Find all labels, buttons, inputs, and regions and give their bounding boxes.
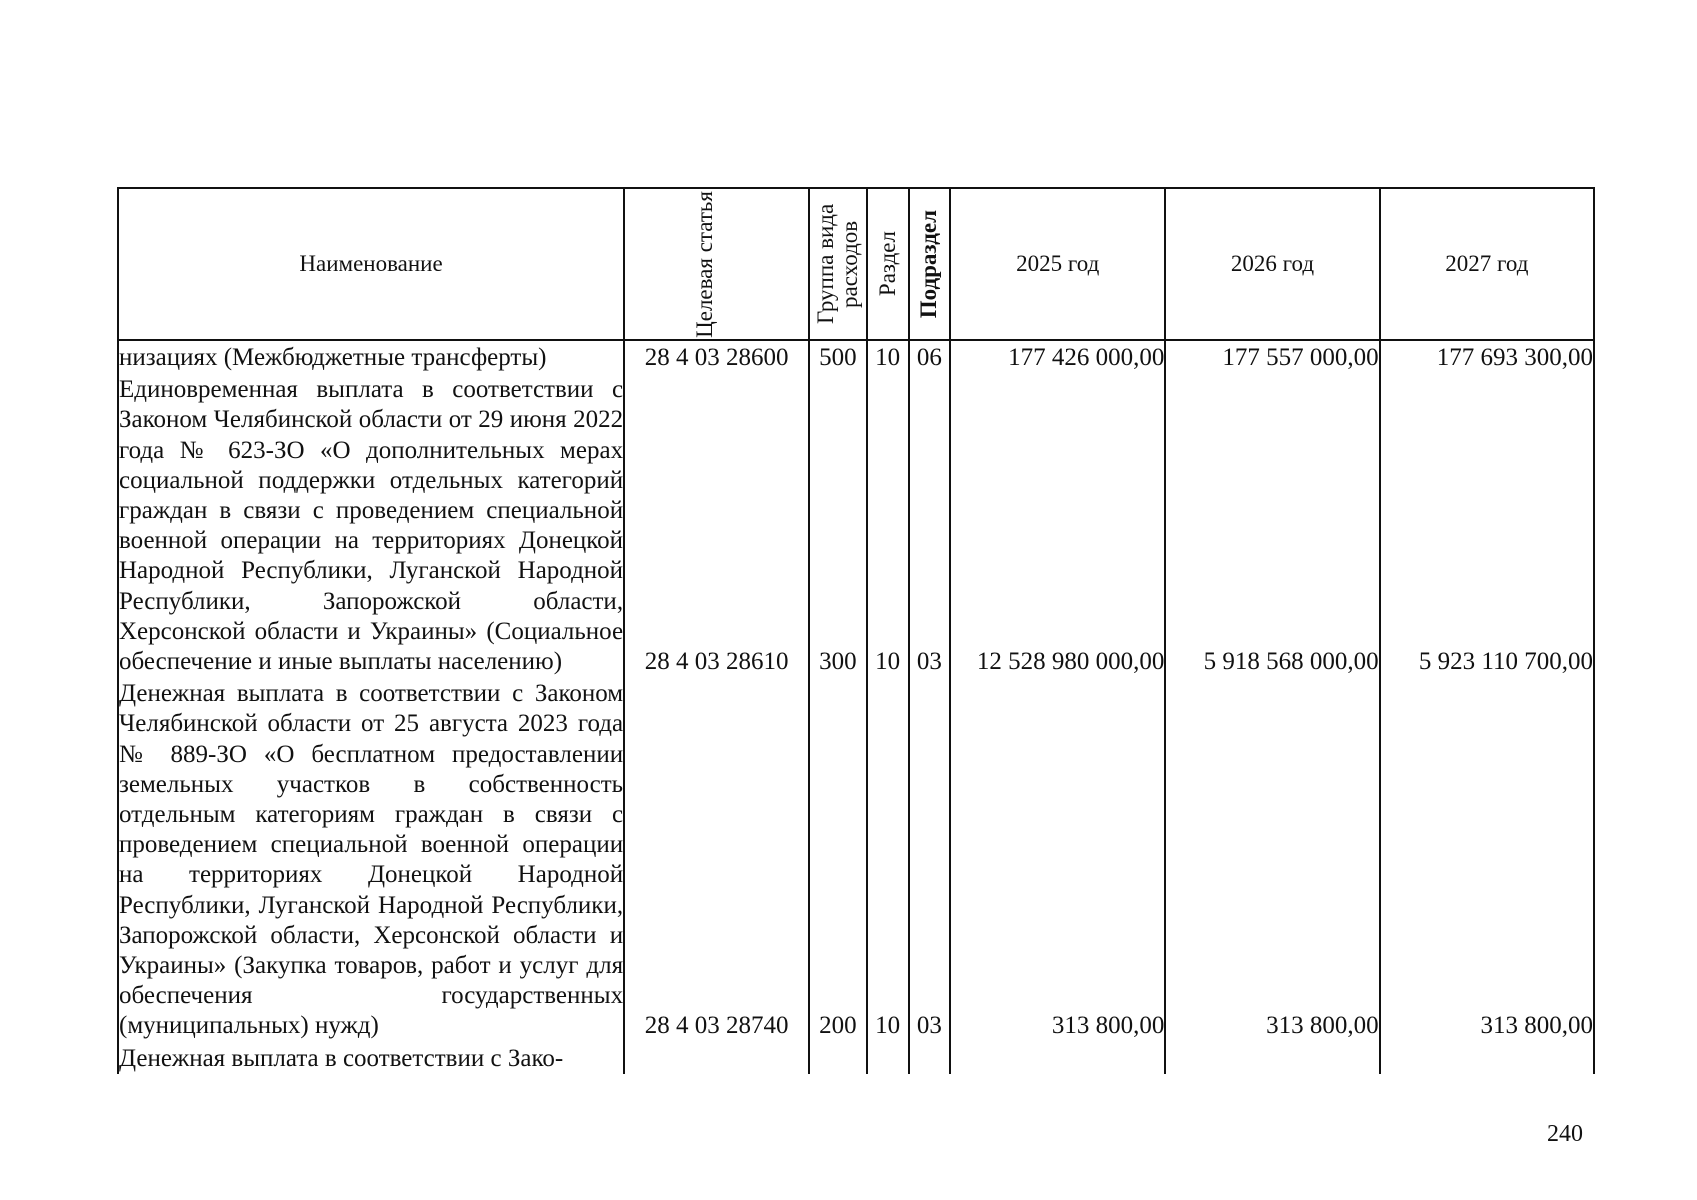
row-group: 200 — [809, 677, 866, 1041]
row-name: Единовременная выплата в соответствии с Законом Челябинской области от 29 июня 2022 года № 623-ЗО «О дополнительных мерах социальной поддержки отдельных категорий граждан в связи с проведением специальной военной операции на территориях Донецкой Народной Республики, Луганской Народной Республики, Запорожской области, Херсонской области и Украины» (Социальное обеспечение и иные выплаты населению) — [118, 373, 624, 677]
row-2025: 313 800,00 — [950, 677, 1165, 1041]
row-section: 10 — [867, 677, 909, 1041]
header-subsection-text: Подраздел — [916, 209, 942, 319]
row-subsection: 06 — [909, 340, 950, 373]
row-2027: 313 800,00 — [1380, 677, 1594, 1041]
table-row — [118, 677, 1594, 1041]
row-section: 10 — [867, 340, 909, 373]
header-2025: 2025 год — [950, 188, 1165, 340]
header-section-text: Раздел — [874, 231, 900, 297]
row-2025 — [950, 1042, 1165, 1074]
header-2027: 2027 год — [1380, 188, 1594, 340]
row-2025: 177 426 000,00 — [950, 340, 1165, 373]
header-group-text: Группа вида расходов — [812, 203, 862, 325]
row-name: Денежная выплата в соответствии с Законом Челябинской области от 25 августа 2023 года № 889-ЗО «О бесплатном предоставлении земельных участков в собственность отдельным категориям граждан в связи с проведением специальной военной операции на территориях Донецкой Народной Республики, Луганской Народной Республики, Запорожской области, Херсонской области и Украины» (Закупка товаров, работ и услуг для обеспечения государственных (муниципальных) нужд) — [118, 677, 624, 1041]
row-2026 — [1165, 1042, 1379, 1074]
row-subsection: 03 — [909, 373, 950, 677]
row-2027: 177 693 300,00 — [1380, 340, 1594, 373]
row-target: 28 4 03 28600 — [624, 340, 809, 373]
header-section — [867, 188, 909, 340]
table-header-row — [118, 188, 1594, 340]
budget-table — [117, 187, 1595, 1074]
row-2025: 12 528 980 000,00 — [950, 373, 1165, 677]
header-2026: 2026 год — [1165, 188, 1379, 340]
row-2027 — [1380, 1042, 1594, 1074]
header-subsection — [909, 188, 950, 340]
row-2026: 177 557 000,00 — [1165, 340, 1379, 373]
row-2026: 5 918 568 000,00 — [1165, 373, 1379, 677]
table-row — [118, 340, 1594, 373]
header-target — [624, 188, 809, 340]
table-row — [118, 1042, 1594, 1074]
row-2026: 313 800,00 — [1165, 677, 1379, 1041]
row-name: Денежная выплата в соответствии с Зако- — [118, 1042, 624, 1074]
row-name: низациях (Межбюджетные трансферты) — [118, 340, 624, 373]
row-target: 28 4 03 28610 — [624, 373, 809, 677]
budget-table-wrap — [117, 187, 1595, 1099]
row-section: 10 — [867, 373, 909, 677]
table-row — [118, 373, 1594, 677]
row-section — [867, 1042, 909, 1074]
row-2027: 5 923 110 700,00 — [1380, 373, 1594, 677]
header-target-text: Целевая статья — [691, 190, 717, 338]
header-group — [809, 188, 866, 340]
row-group — [809, 1042, 866, 1074]
row-group: 300 — [809, 373, 866, 677]
page-number: 240 — [1547, 1121, 1583, 1147]
row-target — [624, 1042, 809, 1074]
header-name: Наименование — [118, 188, 624, 340]
row-subsection: 03 — [909, 677, 950, 1041]
row-subsection — [909, 1042, 950, 1074]
row-group: 500 — [809, 340, 866, 373]
row-target: 28 4 03 28740 — [624, 677, 809, 1041]
